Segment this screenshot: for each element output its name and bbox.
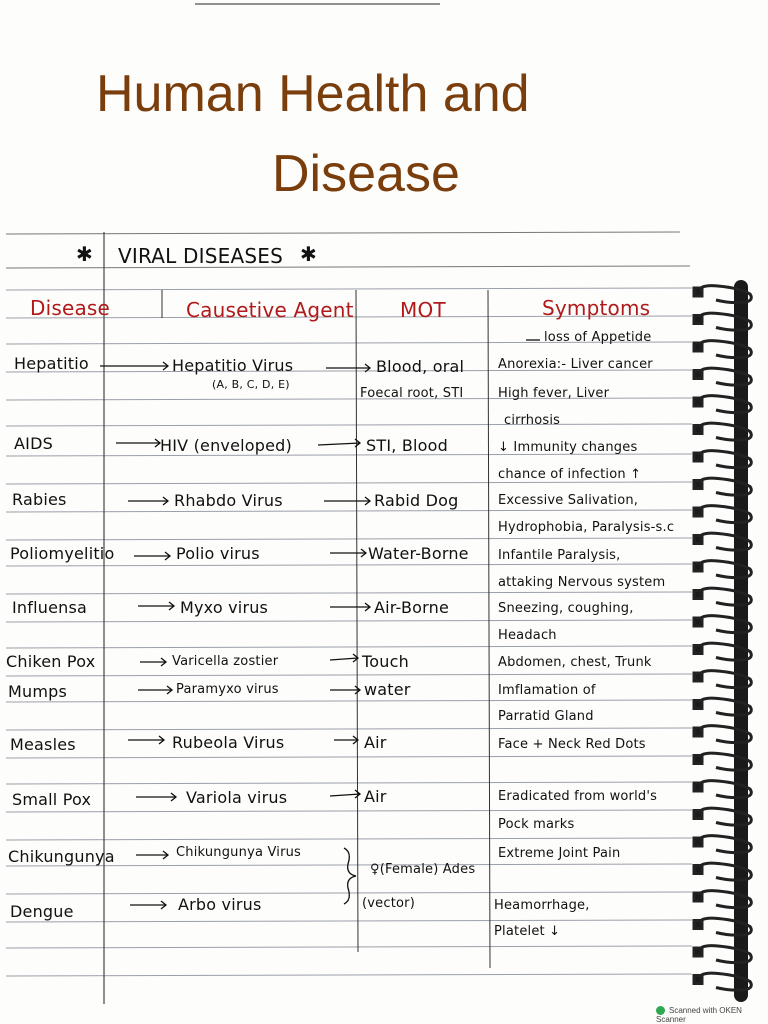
heading-star-left: ✱	[76, 242, 93, 266]
spiral-hole	[694, 756, 702, 764]
header-mot: MOT	[400, 298, 446, 322]
spiral-hole	[694, 481, 702, 489]
symptom-line: Face + Neck Red Dots	[498, 737, 646, 752]
disease-name: Measles	[10, 735, 76, 754]
mode-of-transmission: STI, Blood	[366, 436, 448, 455]
mode-of-transmission: Blood, oral	[376, 357, 465, 376]
header-symptoms: Symptoms	[542, 296, 651, 320]
spiral-hole	[694, 838, 702, 846]
disease-name: Influensa	[12, 598, 88, 617]
spiral-hole	[694, 453, 702, 461]
heading-star-right: ✱	[300, 242, 317, 266]
causative-agent: Myxo virus	[180, 598, 269, 617]
spiral-hole	[694, 316, 702, 324]
symptom-line: Sneezing, coughing,	[498, 601, 634, 616]
disease-name: Mumps	[8, 682, 68, 701]
spiral-hole	[694, 893, 702, 901]
mode-of-transmission: Air-Borne	[374, 598, 449, 617]
spiral-hole	[694, 811, 702, 819]
scanner-watermark	[656, 1006, 768, 1024]
spiral-hole	[694, 783, 702, 791]
spiral-hole	[694, 866, 702, 874]
spiral-hole	[694, 646, 702, 654]
causative-agent: Varicella zostier	[172, 654, 279, 669]
mode-of-transmission: water	[364, 680, 411, 699]
mode-of-transmission: Air	[364, 787, 387, 806]
disease-name: Chiken Pox	[6, 652, 96, 671]
causative-agent: Arbo virus	[178, 895, 262, 914]
page-title-line-1: Human Health and	[96, 65, 530, 123]
symptom-line: Platelet ↓	[494, 924, 561, 939]
spiral-hole	[694, 343, 702, 351]
symptom-line: ↓ Immunity changes	[498, 440, 638, 455]
causative-agent: Rhabdo Virus	[174, 491, 283, 510]
symptom-line: Infantile Paralysis,	[498, 548, 621, 563]
symptom-line: cirrhosis	[504, 413, 561, 428]
header-causative-agent: Causetive Agent	[186, 298, 354, 322]
spiral-hole	[694, 288, 702, 296]
disease-name: Chikungunya	[8, 847, 115, 866]
symptom-line: Heamorrhage,	[494, 898, 590, 913]
symptom-line: chance of infection ↑	[498, 467, 642, 482]
symptom-line: Extreme Joint Pain	[498, 846, 621, 861]
spiral-hole	[694, 673, 702, 681]
spiral-hole	[694, 591, 702, 599]
causative-agent: Variola virus	[186, 788, 288, 807]
spiral-hole	[694, 426, 702, 434]
symptom-line: Anorexia:- Liver cancer	[498, 357, 653, 372]
agent-note: (A, B, C, D, E)	[212, 378, 290, 391]
mode-of-transmission: Air	[364, 733, 387, 752]
causative-agent: Polio virus	[176, 544, 260, 563]
spiral-hole	[694, 371, 702, 379]
symptom-line: Headach	[498, 628, 557, 643]
disease-name: Dengue	[10, 902, 74, 921]
symptom-line: Pock marks	[498, 817, 575, 832]
scanner-logo-icon	[656, 1006, 665, 1015]
symptom-line: loss of Appetide	[544, 330, 652, 345]
symptom-line: Imflamation of	[498, 683, 596, 698]
page-title-line-2: Disease	[272, 145, 460, 203]
spiral-hole	[694, 921, 702, 929]
mode-of-transmission: Touch	[362, 652, 409, 671]
spiral-binding	[690, 280, 760, 1010]
disease-name: Small Pox	[12, 790, 92, 809]
header-disease: Disease	[30, 296, 111, 320]
spiral-hole	[694, 536, 702, 544]
symptom-line: Excessive Salivation,	[498, 493, 639, 508]
mode-of-transmission: Rabid Dog	[374, 491, 459, 510]
symptom-line: Abdomen, chest, Trunk	[498, 655, 652, 670]
symptom-line: attaking Nervous system	[498, 575, 666, 590]
scanner-text: Scanned with OKEN Scanner	[656, 1006, 742, 1024]
causative-agent: Chikungunya Virus	[176, 845, 302, 860]
symptom-line: Hydrophobia, Paralysis-s.c	[498, 520, 675, 535]
mode-of-transmission: ♀(Female) Ades	[370, 862, 476, 877]
disease-name: Rabies	[12, 490, 67, 509]
causative-agent: Hepatitio Virus	[172, 356, 294, 375]
disease-name: Poliomyelitio	[10, 544, 115, 563]
spiral-hole	[694, 728, 702, 736]
spiral-hole	[694, 398, 702, 406]
symptom-line: Eradicated from world's	[498, 789, 658, 804]
causative-agent: HIV (enveloped)	[160, 436, 292, 455]
causative-agent: Rubeola Virus	[172, 733, 285, 752]
spiral-hole	[694, 701, 702, 709]
section-heading: VIRAL DISEASES	[118, 244, 283, 268]
spiral-hole	[694, 976, 702, 984]
symptom-line: Parratid Gland	[498, 709, 594, 724]
spiral-hole	[694, 948, 702, 956]
mode-of-transmission: (vector)	[362, 896, 415, 911]
spiral-hole	[694, 618, 702, 626]
spiral-hole	[694, 508, 702, 516]
disease-name: AIDS	[14, 434, 53, 453]
causative-agent: Paramyxo virus	[176, 682, 279, 697]
disease-name: Hepatitio	[14, 354, 89, 373]
symptom-line: High fever, Liver	[498, 386, 610, 401]
mode-of-transmission-2: Foecal root, STI	[360, 386, 464, 401]
mode-of-transmission: Water-Borne	[368, 544, 469, 563]
spiral-hole	[694, 563, 702, 571]
